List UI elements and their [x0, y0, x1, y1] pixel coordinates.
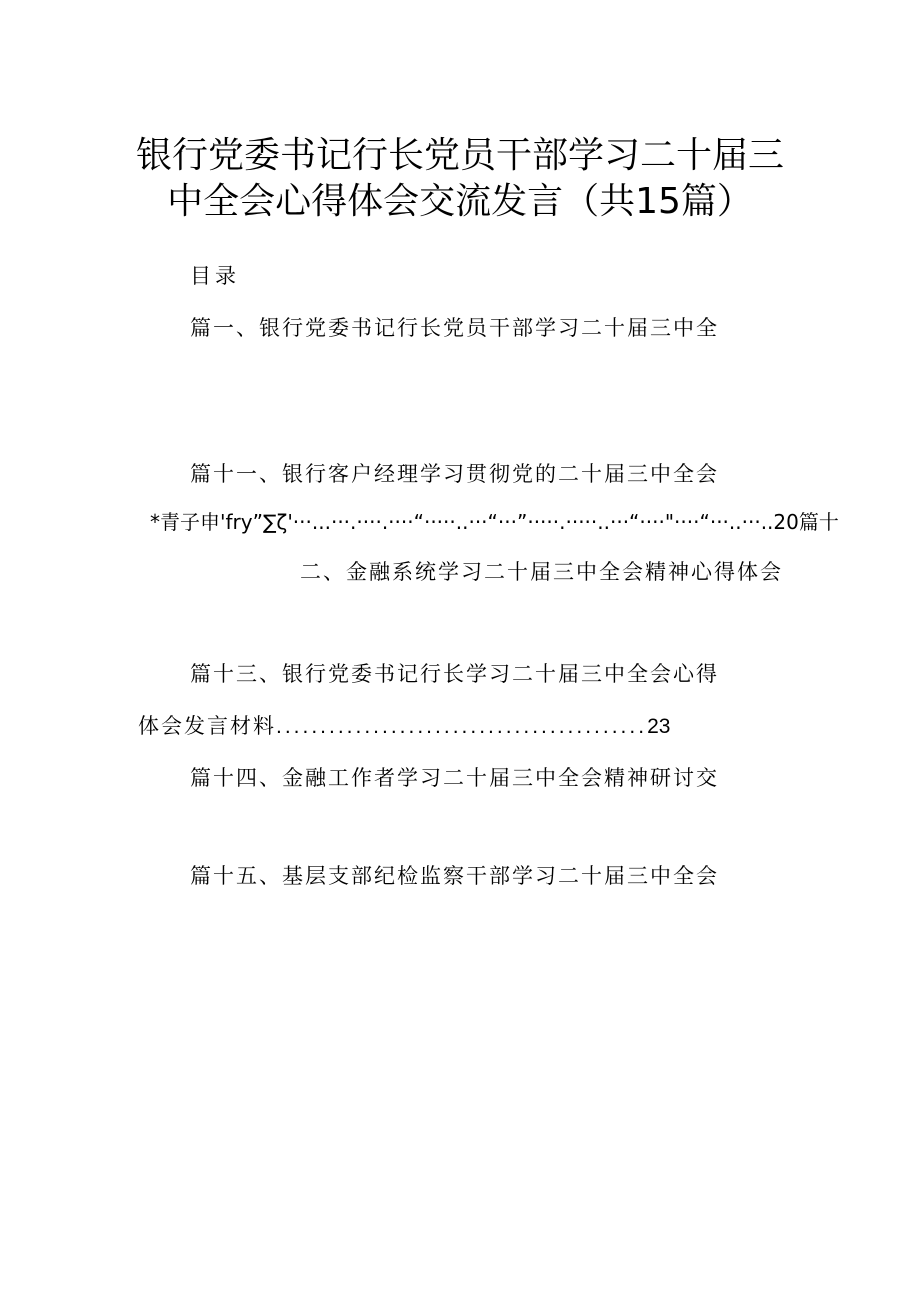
toc-entry-13-continuation[interactable]: [138, 712, 670, 741]
toc-entry-15[interactable]: 篇十五、基层支部纪检监察干部学习二十届三中全会: [190, 864, 719, 888]
toc-garbled-leader-line: *青子申'fry”∑ζ'···...···.····.····“·····..···“···”·····.·····..···“····"····“···..···..20篇十: [150, 510, 839, 534]
document-title-line-1: 银行党委书记行长党员干部学习二十届三: [135, 135, 784, 176]
toc-entry-1[interactable]: 篇一、银行党委书记行长党员干部学习二十届三中全: [190, 316, 719, 340]
toc-entry-11[interactable]: 篇十一、银行客户经理学习贯彻党的二十届三中全会: [190, 462, 719, 486]
toc-entry-13[interactable]: 篇十三、银行党委书记行长学习二十届三中全会心得: [190, 662, 719, 686]
toc-entry-12-continuation[interactable]: 二、金融系统学习二十届三中全会精神心得体会: [300, 560, 783, 584]
dot-leader: ..........................................: [276, 715, 648, 738]
toc-entry-13-text: 体会发言材料: [138, 714, 276, 738]
page-number: 23: [647, 715, 671, 738]
toc-entry-14[interactable]: 篇十四、金融工作者学习二十届三中全会精神研讨交: [190, 766, 719, 790]
document-title-line-2: 中全会心得体会交流发言（共15篇）: [167, 181, 753, 222]
toc-heading: 目录: [190, 264, 240, 288]
